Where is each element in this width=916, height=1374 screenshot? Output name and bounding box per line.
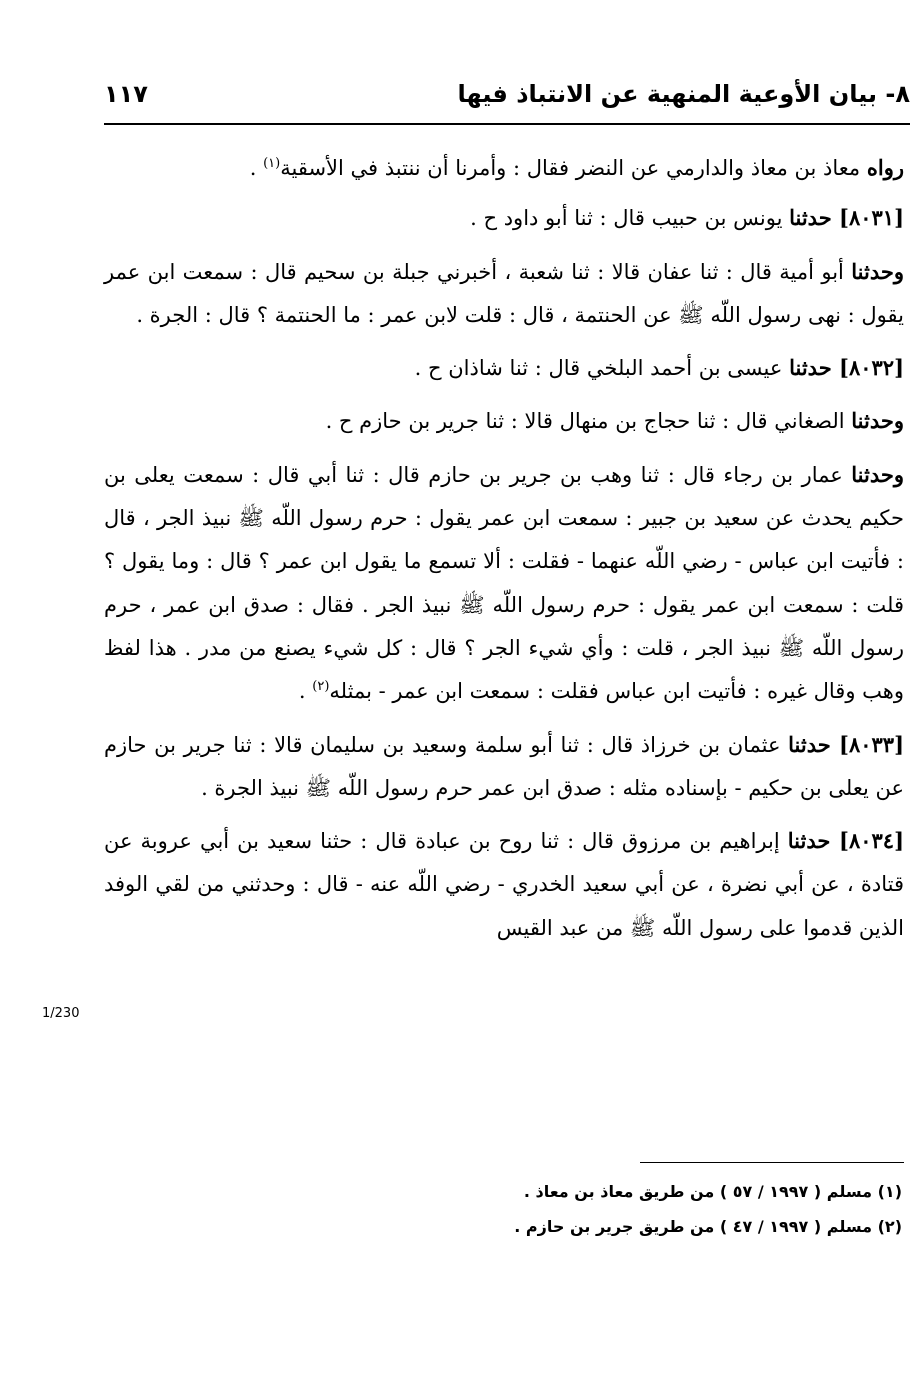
- paragraph-lead: رواه: [866, 155, 904, 180]
- paragraph-lead: حدثنا: [787, 828, 839, 854]
- paragraph-lead: حدثنا: [789, 205, 839, 231]
- paragraph: [104, 723, 904, 811]
- hadith-number: [٨٠٣٣]: [839, 731, 904, 757]
- paragraph-text: الصغاني قال : ثنا حجاج بن منهال قالا : ثنا جرير بن حازم ح .: [325, 409, 852, 434]
- page-number: ١١٧: [104, 80, 148, 108]
- footnotes: [300, 1174, 902, 1244]
- paragraph: [104, 146, 904, 190]
- paragraph: [104, 453, 904, 714]
- paragraph-tail: .: [249, 156, 264, 180]
- paragraph-text: إبراهيم بن مرزوق قال : ثنا روح بن عبادة قال : حثنا سعيد بن أبي عروبة عن قتادة ، عن أبي نضرة ، عن أبي سعيد الخدري - رضي اللّه عنه - قال : وحدثني من لقي الوفد الذين قدموا على رسول اللّه ﷺ من عبد القيس: [104, 829, 904, 940]
- paragraph: [104, 399, 904, 443]
- footnote-divider: [640, 1162, 904, 1163]
- paragraph-text: عيسى بن أحمد البلخي قال : ثنا شاذان ح .: [414, 356, 790, 381]
- paragraph-lead: حدثنا: [789, 355, 839, 381]
- footnote-item: (٢) مسلم ( ١٩٩٧ / ٤٧ ) من طريق جرير بن حازم .: [514, 1217, 902, 1236]
- hadith-number: [٨٠٣٢]: [839, 355, 904, 381]
- paragraph-text: معاذ بن معاذ والدارمي عن النضر فقال : وأمرنا أن ننتبذ في الأسقية: [280, 156, 867, 180]
- footnote-marker: (١): [263, 156, 281, 171]
- paragraph: [104, 250, 904, 338]
- hadith-number: [٨٠٣٤]: [839, 828, 904, 854]
- paragraph-text: عثمان بن خرزاذ قال : ثنا أبو سلمة وسعيد بن سليمان قالا : ثنا جرير بن حازم عن يعلى بن حكيم - بإسناده مثله : صدق ابن عمر حرم رسول اللّه ﷺ نبيذ الجرة .: [104, 732, 904, 800]
- page-header: [104, 74, 910, 120]
- body-text: [104, 146, 904, 959]
- paragraph-lead: وحدثنا: [851, 258, 904, 284]
- paragraph-lead: حدثنا: [788, 731, 839, 757]
- paragraph-lead: وحدثنا: [851, 408, 904, 434]
- footnote-marker: (٢): [312, 679, 330, 695]
- paragraph-text: أبو أمية قال : ثنا عفان قالا : ثنا شعبة ، أخبرني جبلة بن سحيم قال : سمعت ابن عمر يقول : نهى رسول اللّه ﷺ عن الحنتمة ، قال : قلت لابن عمر : ما الحنتمة ؟ قال : الجرة .: [104, 259, 904, 327]
- footnote-item: (١) مسلم ( ١٩٩٧ / ٥٧ ) من طريق معاذ بن معاذ .: [523, 1182, 902, 1201]
- paragraph: [104, 819, 904, 950]
- paragraph-tail: .: [298, 679, 313, 704]
- paragraph-text: عمار بن رجاء قال : ثنا وهب بن جرير بن حازم قال : ثنا أبي قال : سمعت يعلى بن حكيم يحدث عن سعيد بن جبير : سمعت ابن عمر يقول : حرم رسول اللّه ﷺ نبيذ الجر ، قال : فأتيت ابن عباس - رضي اللّه عنهما - فقلت : ألا تسمع ما يقول ابن عمر ؟ قال : وما يقول ؟ قلت : سمعت ابن عمر يقول : حرم رسول اللّه ﷺ نبيذ الجر . فقال : صدق ابن عمر ، حرم رسول اللّه ﷺ نبيذ الجر ، قلت : وأي شيء الجر ؟ قال : كل شيء يصنع من مدر . هذا لفظ وهب وقال غيره : فأتيت ابن عباس فقلت : سمعت ابن عمر - بمثله: [104, 462, 904, 704]
- paragraph-lead: وحدثنا: [851, 461, 904, 487]
- paragraph: [104, 196, 904, 240]
- paragraph-text: يونس بن حبيب قال : ثنا أبو داود ح .: [470, 206, 790, 231]
- chapter-title: ٨- بيان الأوعية المنهية عن الانتباذ فيها: [457, 80, 910, 108]
- margin-reference: 1/230: [42, 1006, 80, 1021]
- paragraph: [104, 346, 904, 390]
- hadith-number: [٨٠٣١]: [839, 205, 904, 231]
- header-divider: [104, 123, 910, 125]
